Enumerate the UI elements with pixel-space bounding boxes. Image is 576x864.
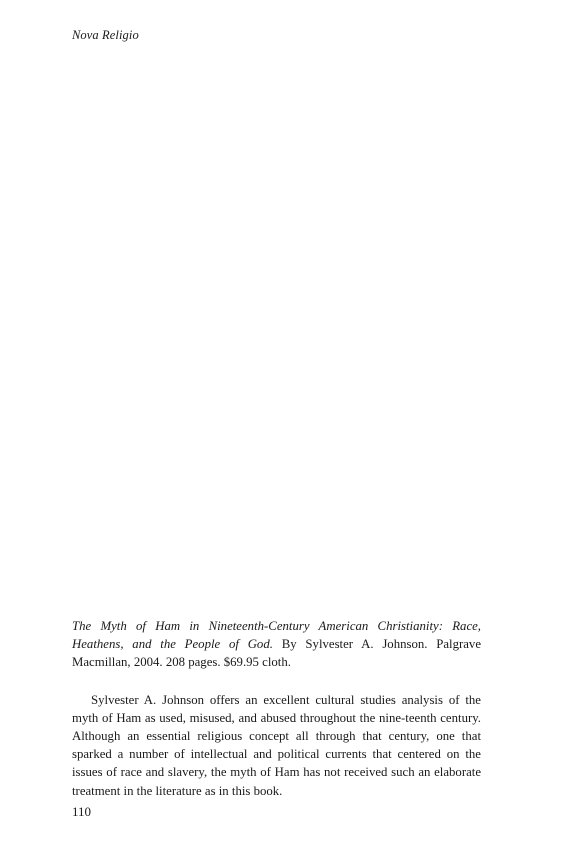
review-paragraph: Sylvester A. Johnson offers an excellent cultural studies analysis of the myth of Ham as used, misused, and abused throughout the nine-teenth century. Although an essential religious concept all through that century, one that sparked a number of intellectual and political currents that centered on the issues of race and slavery, the myth of Ham has not received such an elaborate treatment in the literature as in this book. [72,692,481,798]
book-review [72,617,481,800]
running-head: Nova Religio [72,28,139,42]
book-citation [72,617,481,672]
book-details: By Sylvester A. Johnson. Palgrave Macmillan, 2004. 208 pages. $69.95 cloth. [72,637,482,670]
book-title: The Myth of Ham in Nineteenth-Century American Christianity: Race, Heathens, and the People of God. [72,619,481,652]
page-number: 110 [72,804,92,819]
